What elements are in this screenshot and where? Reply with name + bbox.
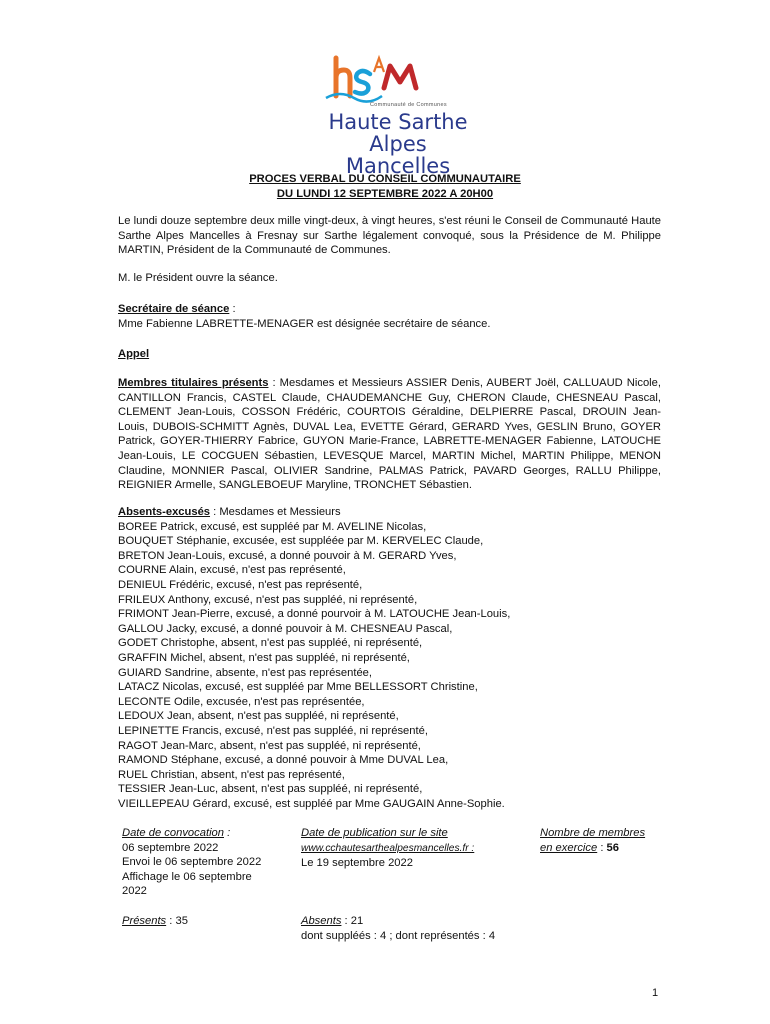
excuses-intro: : Mesdames et Messieurs (210, 506, 341, 518)
secretaire-heading: Secrétaire de séance (118, 303, 230, 315)
secretaire-text: Mme Fabienne LABRETTE-MENAGER est désignée secrétaire de séance. (118, 317, 491, 330)
membres-suffix: : (597, 841, 607, 854)
presents-label: Présents (122, 915, 167, 927)
excuses-list-item: GUIARD Sandrine, absente, n'est pas représentée, (118, 666, 372, 679)
document-title-line1: PROCES VERBAL DU CONSEIL COMMUNAUTAIRE (249, 173, 521, 185)
convocation-block (122, 826, 282, 899)
logo-name-line2: Alpes Mancelles (345, 132, 451, 178)
absents-label: Absents (301, 915, 342, 927)
excuses-list-item: TESSIER Jean-Luc, absent, n'est pas suppléé, ni représenté, (118, 783, 423, 796)
convocation-label: Date de convocation (122, 827, 224, 839)
excuses-list-item: BOUQUET Stéphanie, excusée, est suppléée par M. KERVELEC Claude, (118, 535, 484, 548)
opening-paragraph: M. le Président ouvre la séance. (118, 272, 278, 284)
presents-value: : 35 (166, 915, 188, 927)
convocation-label-suffix: : (224, 827, 231, 839)
intro-paragraph: Le lundi douze septembre deux mille vingt-deux, à vingt heures, s'est réuni le Conseil de Communauté Haute Sarthe Alpes Mancelles à Fresnay sur Sarthe légalement convoqué, sous la Présidence de M. Philippe MARTIN, Président de la Communauté de Communes. (118, 215, 661, 257)
excuses-section (118, 505, 661, 811)
secretaire-heading-suffix: : (229, 303, 236, 315)
absents-detail: dont suppléés : 4 ; dont représentés : 4 (301, 929, 496, 942)
secretaire-section (118, 302, 661, 331)
excuses-list-item: VIEILLEPEAU Gérard, excusé, est suppléé par Mme GAUGAIN Anne-Sophie. (118, 797, 505, 810)
titulaires-text: : Mesdames et Messieurs ASSIER Denis, AUBERT Joël, CALLUAUD Nicole, CANTILLON Francis, CASTEL Claude, CHAUDEMANCHE Guy, CHERON Claude, CHESNEAU Pascal, CLEMENT Jean-Louis, COSSON Frédéric, COURTOIS Géraldine, DELPIERRE Pascal, DROUIN Jean-Louis, DUBOIS-SCHMITT Agnès, DUVAL Lea, EVETTE Gérard, GERARD Yves, GESLIN Bruno, GOYER Patrick, GOYER-THIERRY Fabrice, GUYON Marie-France, LABRETTE-MENAGER Fabienne, LATOUCHE Jean-Louis, LE COCGUEN Sébastien, LEVESQUE Marcel, MARTIN Michel, MARTIN Philippe, MENON Claudine, MONNIER Pascal, OLIVIER Sandrine, PALMAS Patrick, PAVARD Georges, RALLU Philippe, REIGNIER Armelle, SANGLEBOEUF Maryline, TRONCHET Sébastien. (118, 377, 661, 492)
appel-heading: Appel (118, 348, 150, 360)
logo-name-line1: Haute Sarthe (328, 110, 468, 134)
excuses-list (118, 520, 661, 812)
publication-date: Le 19 septembre 2022 (301, 857, 413, 870)
convocation-affichage-1: Affichage le 06 septembre (122, 870, 252, 883)
excuses-list-item: BRETON Jean-Louis, excusé, a donné pouvoir à M. GERARD Yves, (118, 549, 457, 562)
excuses-list-item: GODET Christophe, absent, n'est pas suppléé, ni représenté, (118, 637, 423, 650)
excuses-list-item: RAGOT Jean-Marc, absent, n'est pas suppléé, ni représenté, (118, 739, 421, 752)
document-title-line2: DU LUNDI 12 SEPTEMBRE 2022 A 20H00 (276, 188, 494, 200)
membres-label-1: Nombre de membres (540, 827, 646, 839)
excuses-list-item: BOREE Patrick, excusé, est suppléé par M. AVELINE Nicolas, (118, 520, 427, 533)
excuses-list-item: DENIEUL Frédéric, excusé, n'est pas représenté, (118, 578, 363, 591)
convocation-envoi: Envoi le 06 septembre 2022 (122, 856, 262, 869)
titulaires-section (118, 376, 661, 493)
publication-label: Date de publication sur le site (301, 827, 448, 839)
absents-block (301, 914, 561, 943)
excuses-list-item: GRAFFIN Michel, absent, n'est pas suppléé, ni représenté, (118, 651, 410, 664)
convocation-date: 06 septembre 2022 (122, 841, 219, 854)
excuses-list-item: FRILEUX Anthony, excusé, n'est pas suppléé, ni représenté, (118, 593, 418, 606)
excuses-list-item: RAMOND Stéphane, excusé, a donné pouvoir à Mme DUVAL Lea, (118, 754, 449, 767)
titulaires-heading: Membres titulaires présents (118, 377, 269, 389)
excuses-list-item: RUEL Christian, absent, n'est pas représenté, (118, 768, 345, 781)
absents-value: : 21 (341, 915, 364, 927)
excuses-list-item: LECONTE Odile, excusée, n'est pas représentée, (118, 695, 365, 708)
publication-url[interactable]: www.cchautesarthealpesmancelles.fr : (301, 842, 475, 854)
logo-tagline: Communauté de Communes (370, 102, 447, 108)
excuses-list-item: FRIMONT Jean-Pierre, excusé, a donné pourvoir à M. LATOUCHE Jean-Louis, (118, 608, 511, 621)
hsam-logo (318, 52, 478, 178)
presents-block (122, 914, 188, 929)
membres-block (540, 826, 660, 855)
excuses-heading: Absents-excusés (118, 506, 211, 518)
excuses-list-item: LATACZ Nicolas, excusé, est suppléé par Mme BELLESSORT Christine, (118, 681, 478, 694)
publication-block (301, 826, 501, 871)
excuses-list-item: COURNE Alain, excusé, n'est pas représenté, (118, 564, 346, 577)
page-number: 1 (652, 987, 659, 999)
convocation-affichage-2: 2022 (122, 885, 147, 898)
excuses-list-item: GALLOU Jacky, excusé, a donné pouvoir à M. CHESNEAU Pascal, (118, 622, 453, 635)
excuses-list-item: LEPINETTE Francis, excusé, n'est pas suppléé, ni représenté, (118, 724, 428, 737)
appel-section (118, 347, 661, 362)
excuses-list-item: LEDOUX Jean, absent, n'est pas suppléé, ni représenté, (118, 710, 399, 723)
membres-label-2: en exercice (540, 841, 598, 854)
membres-value: 56 (606, 841, 619, 854)
